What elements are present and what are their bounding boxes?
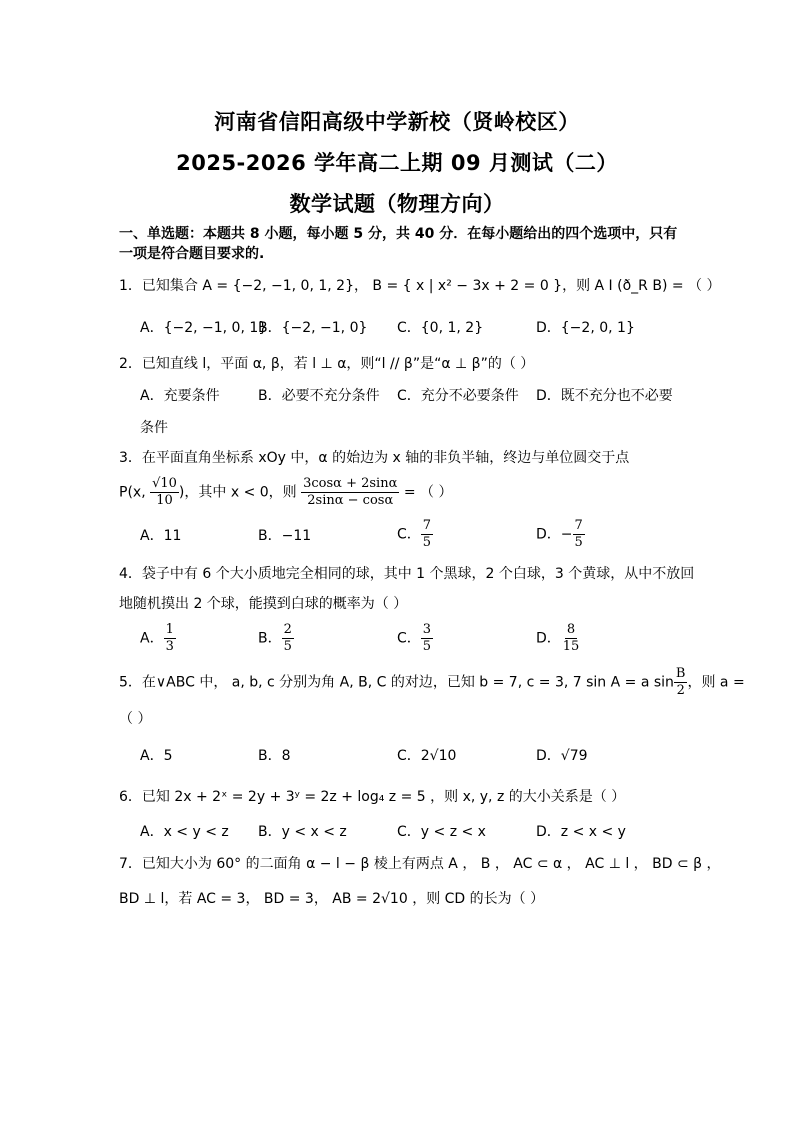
- q4-c-den: 5: [422, 639, 432, 654]
- question-4-stem-line2: 地随机摸出 2 个球，能摸到白球的概率为（ ）: [119, 596, 408, 612]
- question-5-stem-line2: （ ）: [119, 711, 152, 727]
- q3-option-d-den: 5: [574, 535, 583, 550]
- exam-term-title: 2025-2026 学年高二上期 09 月测试（二）: [176, 151, 618, 175]
- question-3-stem: 3．在平面直角坐标系 xOy 中，α 的始边为 x 轴的非负半轴，终边与单位圆交于点: [119, 450, 630, 466]
- question-1-option-d: D．{−2, 0, 1}: [536, 320, 635, 336]
- q4-option-a-frac: [164, 622, 176, 655]
- section-heading: 一、单选题：本题共 8 小题，每小题 5 分，共 40 分．在每小题给出的四个选项中，只有一项是符合题目要求的.: [119, 226, 678, 262]
- question-7-stem-line2: BD ⊥ l，若 AC = 3， BD = 3， AB = 2√10 ，则 CD 的长为（ ）: [119, 891, 545, 907]
- question-5-option-a: A．5: [140, 748, 173, 764]
- question-6-stem: 6．已知 2x + 2ˣ = 2y + 3ʸ = 2z + log₄ z = 5 ，则 x, y, z 的大小关系是（ ）: [119, 789, 626, 805]
- q4-d-num: 8: [566, 622, 576, 637]
- question-6-option-c: C．y < z < x: [397, 824, 486, 840]
- q3-option-d-frac: [573, 518, 585, 551]
- q4-option-d-label: D．: [536, 630, 561, 647]
- q4-option-b-frac: [282, 622, 294, 655]
- question-2-option-d-wrap: 条件: [140, 420, 168, 436]
- question-3-option-b: B．−11: [258, 528, 312, 544]
- question-1-option-a: A．{−2, −1, 0, 1}: [140, 320, 268, 336]
- q3-expr-num: 3cosα + 2sinα: [303, 476, 398, 491]
- question-5-stem: [119, 666, 745, 699]
- q3-point-frac-den: 10: [156, 493, 173, 508]
- question-7-stem: 7．已知大小为 60° 的二面角 α − l − β 棱上有两点 A ， B ， AC ⊂ α ， AC ⊥ l ， BD ⊂ β ，: [119, 856, 721, 872]
- q4-a-num: 1: [165, 622, 174, 637]
- q4-option-a-label: A．: [140, 630, 164, 647]
- q3-equals: = （ ）: [403, 484, 453, 501]
- question-1-option-b: B．{−2, −1, 0}: [258, 320, 368, 336]
- question-4-option-a: [140, 622, 176, 655]
- question-3-stem-line2: [119, 476, 452, 509]
- question-2-option-d: D．既不充分也不必要: [536, 388, 673, 404]
- q3-option-c-den: 5: [422, 535, 432, 550]
- q3-condition: )，其中 x < 0，则: [178, 484, 297, 501]
- question-2-option-b: B．必要不充分条件: [258, 388, 380, 404]
- question-6-option-a: A．x < y < z: [140, 824, 229, 840]
- q4-c-num: 3: [422, 622, 432, 637]
- question-5-option-c: C．2√10: [397, 748, 457, 764]
- q3-option-d-label: D．−: [536, 526, 573, 543]
- q3-point-frac-num: √10: [152, 476, 177, 491]
- question-2-option-a: A．充要条件: [140, 388, 220, 404]
- q3-point-prefix: P(x,: [119, 484, 151, 501]
- question-2-stem: 2．已知直线 l，平面 α, β，若 l ⊥ α，则“l // β”是“α ⊥ β”的（ ）: [119, 356, 535, 372]
- q3-option-c-num: 7: [422, 518, 432, 533]
- school-title: 河南省信阳高级中学新校（贤岭校区）: [214, 110, 580, 134]
- q5-stem-end: ，则 a =: [687, 674, 745, 691]
- subject-title: 数学试题（物理方向）: [289, 192, 505, 216]
- question-4-stem: 4．袋子中有 6 个大小质地完全相同的球，其中 1 个黑球，2 个白球，3 个黄球，从中不放回: [119, 566, 695, 582]
- question-1-option-c: C．{0, 1, 2}: [397, 320, 484, 336]
- q4-option-d-frac: [561, 622, 582, 655]
- q5-frac-num: B: [675, 666, 686, 681]
- question-6-option-d: D．z < x < y: [536, 824, 626, 840]
- q3-expression-fraction: [301, 476, 399, 509]
- q4-d-den: 15: [562, 639, 580, 654]
- question-2-option-c: C．充分不必要条件: [397, 388, 519, 404]
- question-3-option-d: [536, 518, 585, 551]
- question-3-option-a: A．11: [140, 528, 182, 544]
- q3-option-c-label: C．: [397, 526, 421, 543]
- q5-stem-text: 5．在∨ABC 中， a, b, c 分别为角 A, B, C 的对边，已知 b = 7, c = 3, 7 sin A = a sin: [119, 674, 674, 691]
- q3-expr-den: 2sinα − cosα: [307, 493, 394, 508]
- question-4-option-c: [397, 622, 433, 655]
- question-4-option-d: [536, 622, 581, 655]
- q5-half-angle-frac: [674, 666, 688, 699]
- q4-b-den: 5: [283, 639, 292, 654]
- q4-a-den: 3: [165, 639, 174, 654]
- q5-frac-den: 2: [676, 683, 685, 698]
- question-5-option-d: D．√79: [536, 748, 588, 764]
- question-3-option-c: [397, 518, 433, 551]
- q3-option-c-frac: [421, 518, 433, 551]
- q3-option-d-num: 7: [574, 518, 583, 533]
- question-1-stem: 1．已知集合 A = {−2, −1, 0, 1, 2}， B = { x | x² − 3x + 2 = 0 }，则 A I (ð_R B) = （ ）: [119, 278, 721, 294]
- question-4-option-b: [258, 622, 294, 655]
- q4-b-num: 2: [283, 622, 292, 637]
- q3-point-fraction: [150, 476, 179, 509]
- question-5-option-b: B．8: [258, 748, 291, 764]
- q4-option-c-frac: [421, 622, 433, 655]
- question-6-option-b: B．y < x < z: [258, 824, 347, 840]
- q4-option-b-label: B．: [258, 630, 282, 647]
- q4-option-c-label: C．: [397, 630, 421, 647]
